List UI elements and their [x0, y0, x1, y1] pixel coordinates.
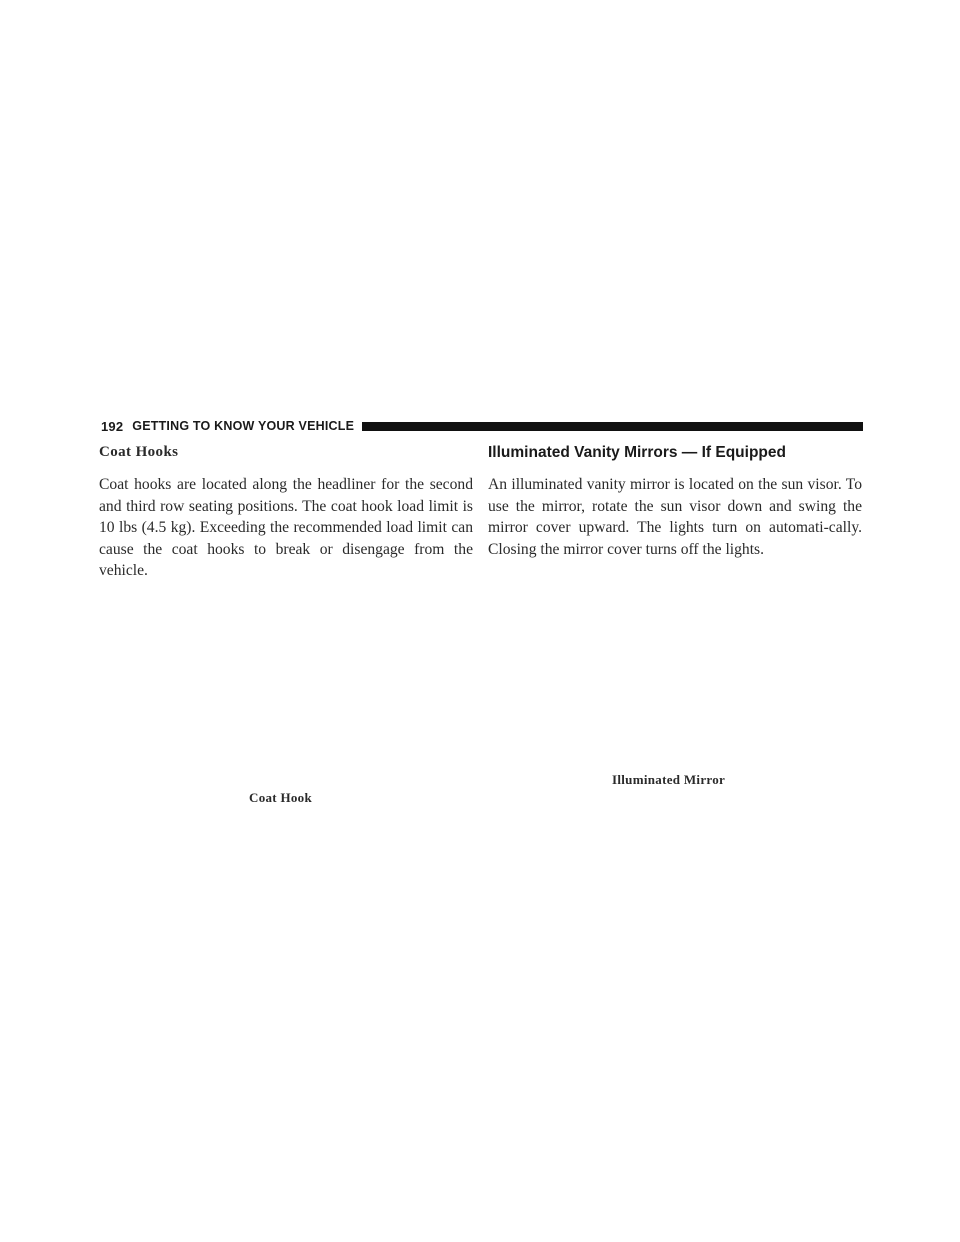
running-title: GETTING TO KNOW YOUR VEHICLE	[132, 419, 355, 433]
vanity-mirrors-paragraph: An illuminated vanity mirror is located on the sun visor. To use the mirror, rotate the sun visor down and swing the mirror cover upward. The lights turn on automati-cally. Closing the mirror cover turns off the lights.	[488, 476, 862, 558]
coat-hooks-paragraph: Coat hooks are located along the headliner for the second and third row seating positions. The coat hook load limit is 10 lbs (4.5 kg). Exceeding the recommended load limit can cause the coat hooks to break or disengage from the vehicle.	[99, 476, 473, 579]
coat-hook-caption: Coat Hook	[249, 790, 313, 805]
right-column	[488, 443, 862, 560]
illuminated-mirror-caption: Illuminated Mirror	[612, 772, 726, 787]
page-header	[101, 418, 863, 434]
left-column	[99, 443, 473, 582]
header-rule	[362, 422, 863, 431]
coat-hooks-heading: Coat Hooks	[99, 444, 179, 460]
vanity-mirrors-heading: Illuminated Vanity Mirrors — If Equipped	[488, 444, 786, 461]
page-number: 192	[101, 418, 124, 434]
